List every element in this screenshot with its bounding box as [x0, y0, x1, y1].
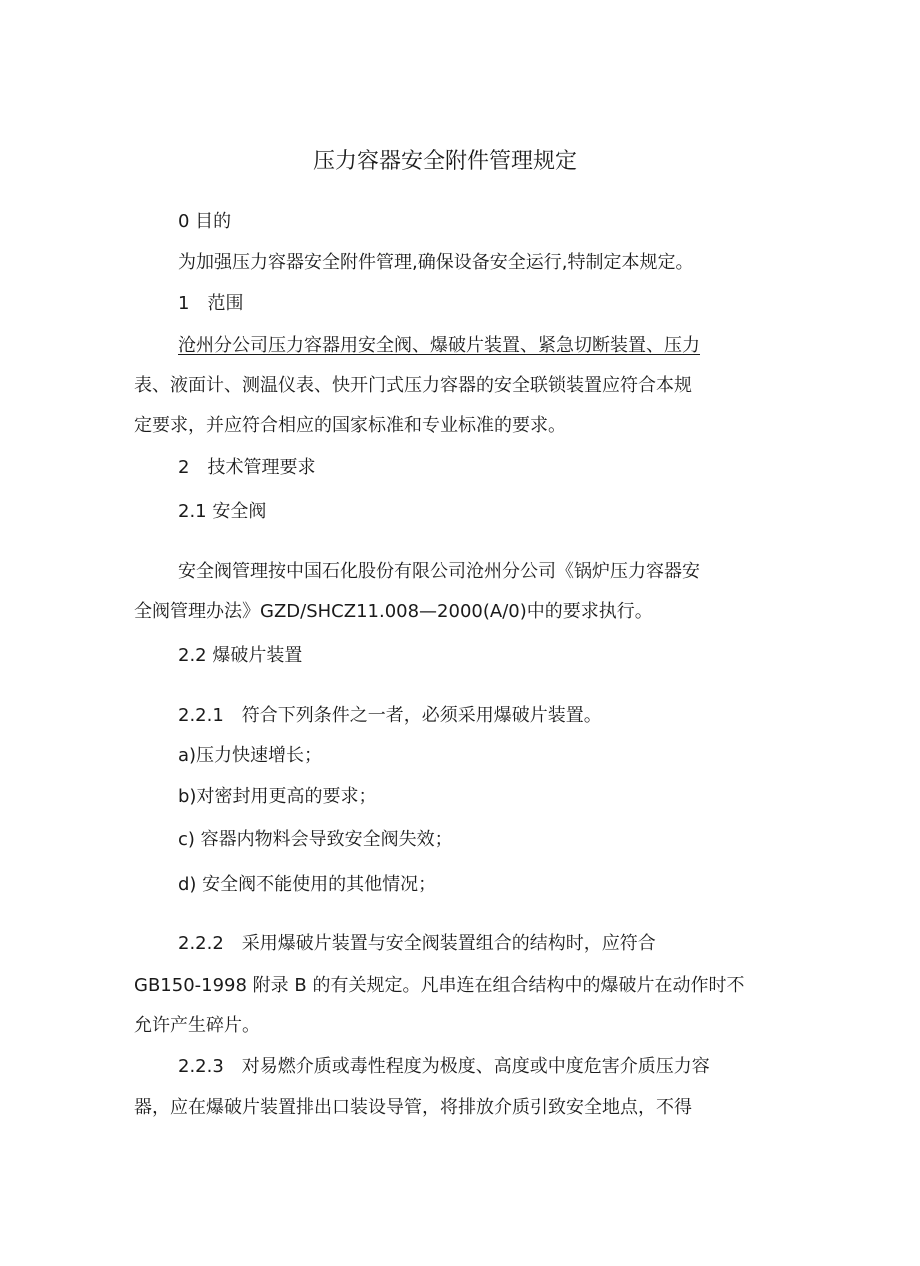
section-2-heading: 2 技术管理要求	[178, 457, 316, 478]
section-2-1-line-2: 全阀管理办法》GZD/SHCZ11.008—2000(A/0)中的要求执行。	[134, 601, 653, 622]
section-1-line-1: 沧州分公司压力容器用安全阀、爆破片装置、紧急切断装置、压力	[178, 335, 700, 356]
section-1-line-2: 表、液面计、测温仪表、快开门式压力容器的安全联锁装置应符合本规	[134, 375, 692, 396]
document-title: 压力容器安全附件管理规定	[313, 149, 578, 174]
list-item-c: c) 容器内物料会导致安全阀失效；	[178, 829, 453, 850]
section-1-line-3: 定要求，并应符合相应的国家标准和专业标准的要求。	[134, 415, 566, 436]
list-item-b: b)对密封用更高的要求；	[178, 786, 377, 807]
section-2-2-heading: 2.2 爆破片装置	[178, 645, 303, 666]
section-2-2-2-line-3: 允许产生碎片。	[134, 1015, 260, 1036]
list-item-d: d) 安全阀不能使用的其他情况；	[178, 874, 437, 895]
section-0-text: 为加强压力容器安全附件管理,确保设备安全运行,特制定本规定。	[178, 252, 694, 273]
section-2-1-heading: 2.1 安全阀	[178, 501, 267, 522]
section-0-heading: 0 目的	[178, 211, 232, 232]
list-item-a: a)压力快速增长；	[178, 745, 323, 766]
section-2-2-2-line-2: GB150-1998 附录 B 的有关规定。凡串连在组合结构中的爆破片在动作时不	[134, 975, 745, 996]
section-1-heading: 1 范围	[178, 293, 244, 314]
section-2-1-line-1: 安全阀管理按中国石化股份有限公司沧州分公司《锅炉压力容器安	[178, 561, 700, 582]
section-2-2-1-text: 2.2.1 符合下列条件之一者，必须采用爆破片装置。	[178, 705, 602, 726]
section-2-2-2-line-1: 2.2.2 采用爆破片装置与安全阀装置组合的结构时，应符合	[178, 933, 656, 954]
section-2-2-3-line-2: 器，应在爆破片装置排出口装设导管，将排放介质引致安全地点，不得	[134, 1097, 692, 1118]
section-2-2-3-line-1: 2.2.3 对易燃介质或毒性程度为极度、高度或中度危害介质压力容	[178, 1056, 710, 1077]
